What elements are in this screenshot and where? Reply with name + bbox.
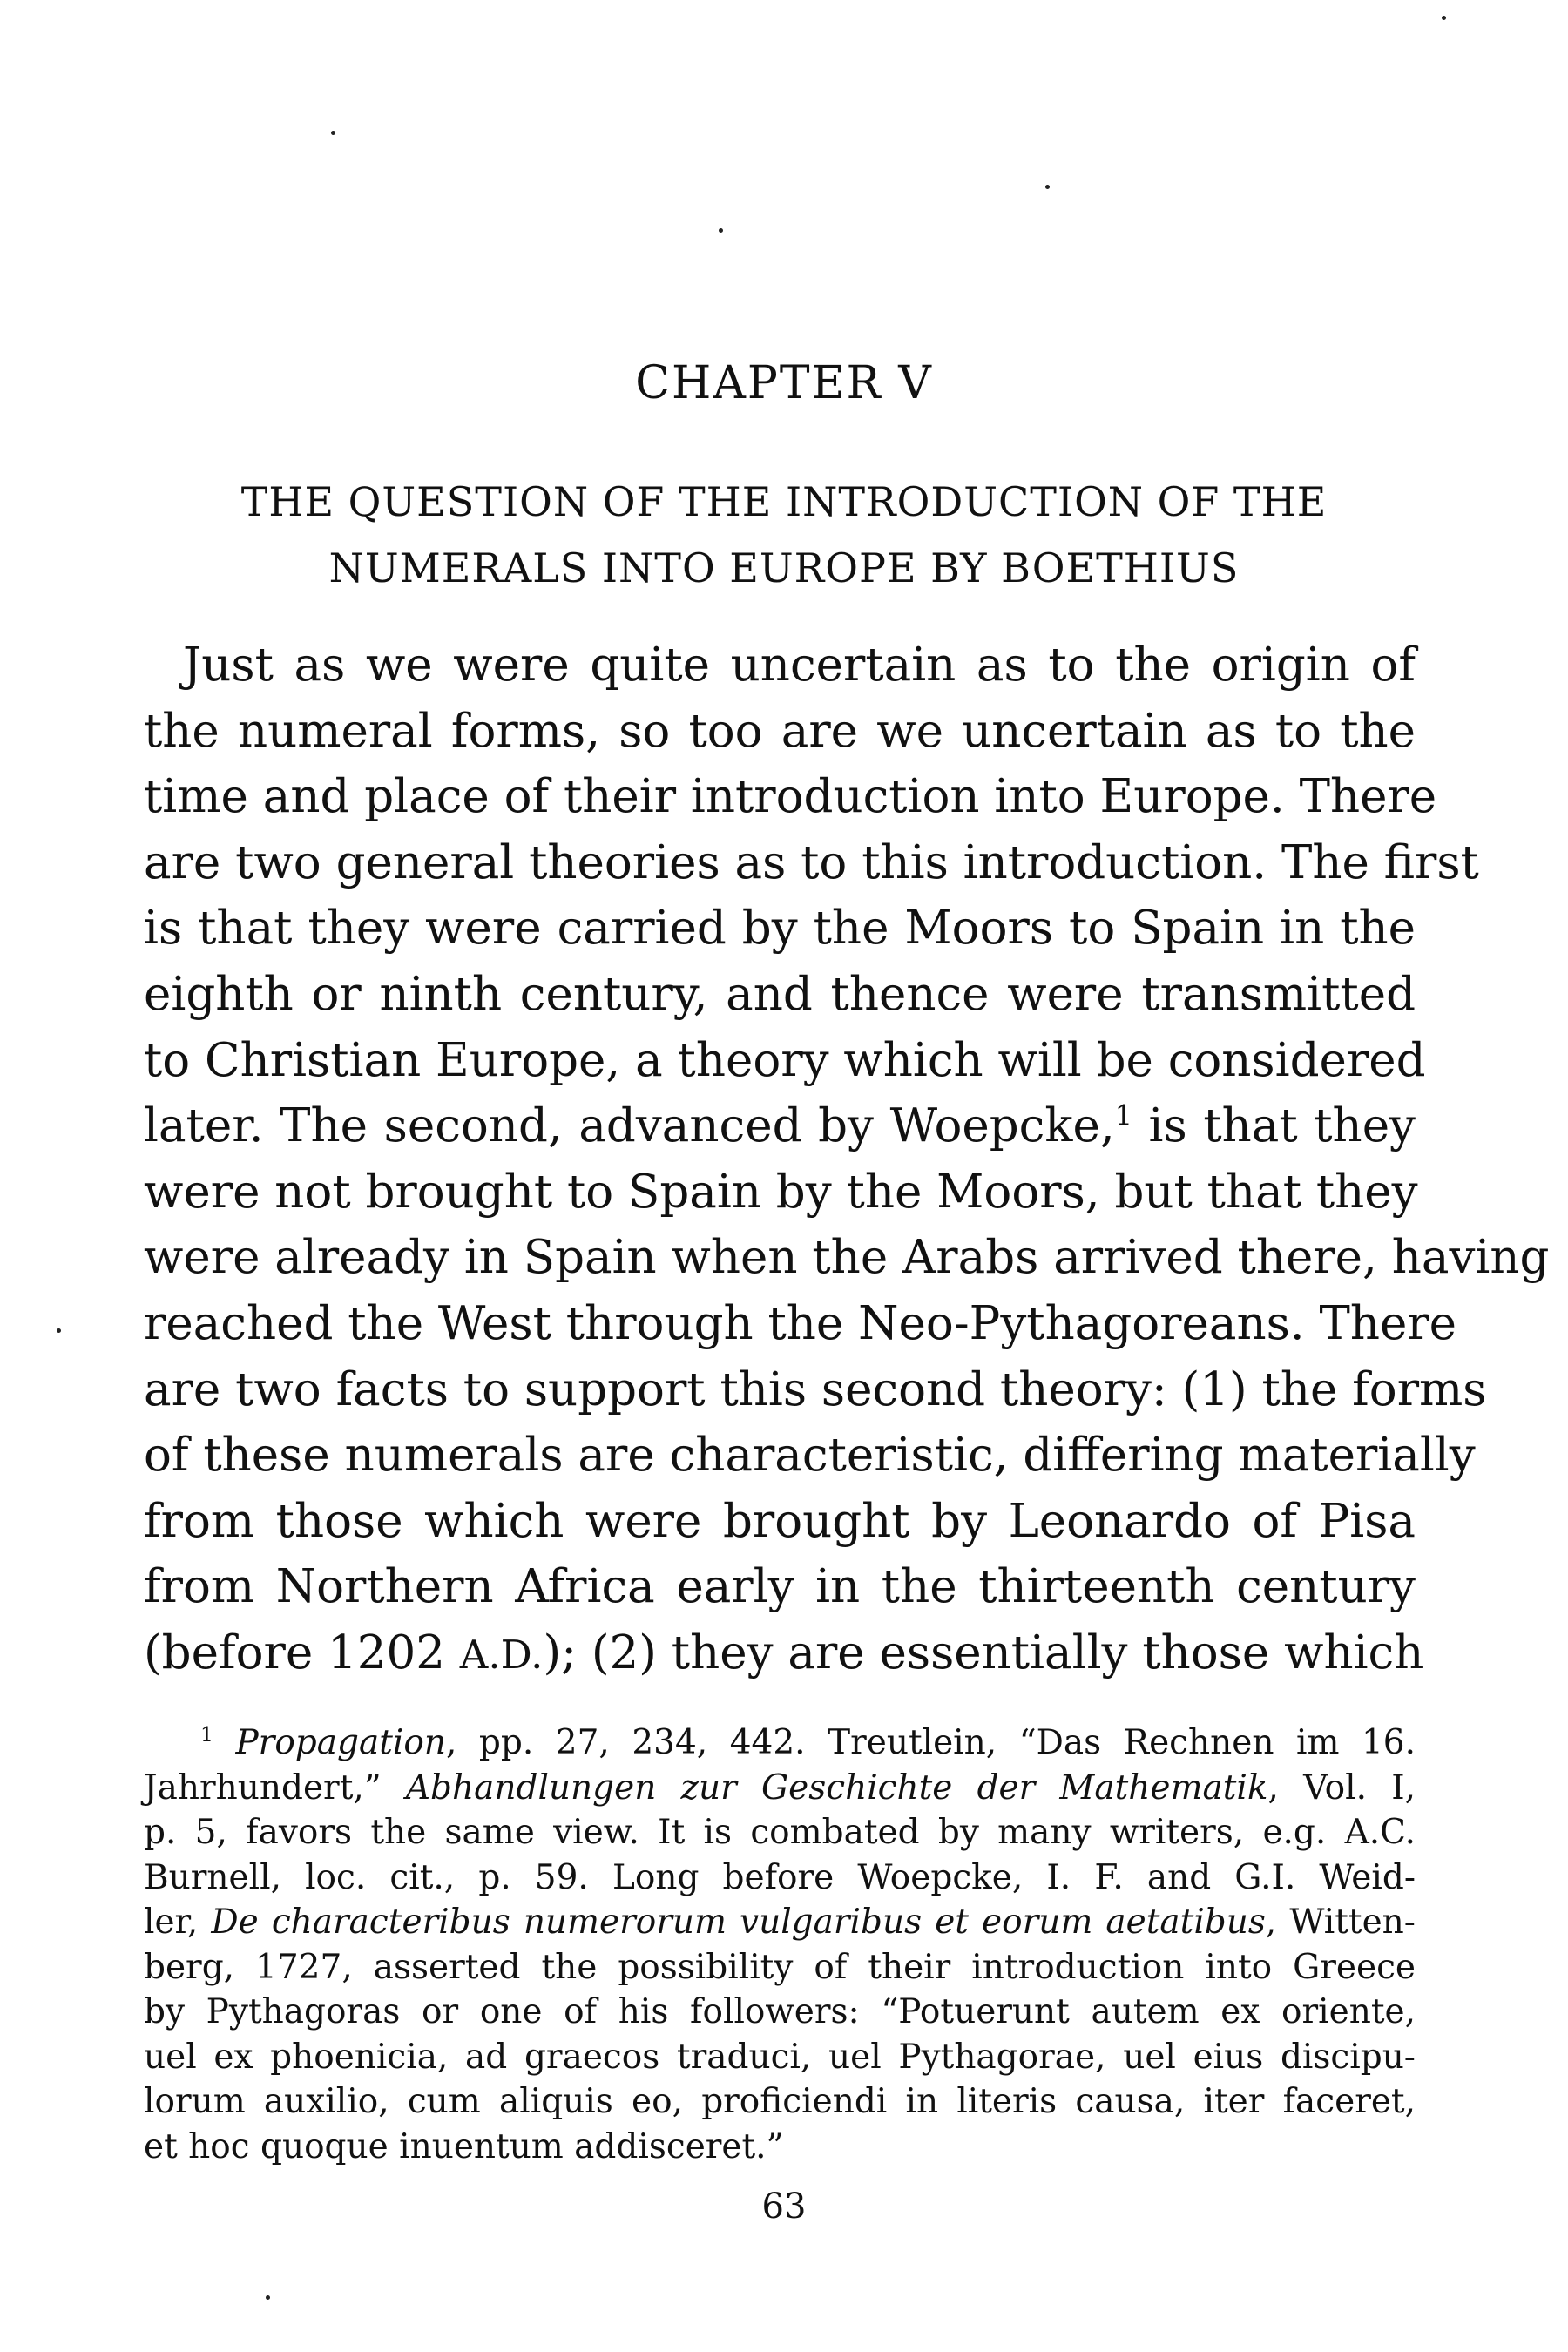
footnote-line: lorum auxilio, cum aliquis eo, proficiendi in literis causa, iter faceret, bbox=[144, 2082, 1416, 2121]
body-line-text: (before 1202 bbox=[144, 1625, 445, 1680]
footnote-line: et hoc quoque inuentum addisceret.” bbox=[144, 2126, 784, 2166]
body-line: Just as we were quite uncertain as to the origin of bbox=[183, 639, 1416, 692]
footnote-text: , Witten- bbox=[1265, 1903, 1416, 1942]
footnote-line bbox=[144, 1900, 1416, 1945]
footnote-text: ler, bbox=[144, 1903, 212, 1942]
body-line-text: is that they bbox=[1132, 1099, 1416, 1153]
scan-speck bbox=[1045, 185, 1050, 189]
footnote-line: Burnell, loc. cit., p. 59. Long before Woepcke, I. F. and G.I. Weid- bbox=[144, 1857, 1416, 1897]
chapter-title bbox=[131, 469, 1437, 601]
page-number: 63 bbox=[761, 2186, 807, 2227]
scan-speck bbox=[1442, 16, 1446, 20]
body-line: of these numerals are characteristic, differing materially bbox=[144, 1429, 1476, 1483]
footnote-text: , pp. 27, 234, 442. Treutlein, “Das Rechnen im 16. bbox=[445, 1723, 1416, 1762]
body-line-text: later. The second, advanced by Woepcke, bbox=[144, 1099, 1115, 1153]
scan-speck bbox=[266, 2295, 270, 2300]
footnote-line: berg, 1727, asserted the possibility of their introduction into Greece bbox=[144, 1947, 1416, 1987]
chapter-title-line: THE QUESTION OF THE INTRODUCTION OF THE bbox=[240, 478, 1328, 525]
body-line: the numeral forms, so too are we uncertain as to the bbox=[144, 704, 1416, 758]
body-line: time and place of their introduction into Europe. There bbox=[144, 770, 1437, 824]
scan-speck bbox=[719, 228, 723, 233]
footnote-reference[interactable]: 1 bbox=[1114, 1099, 1132, 1132]
body-line bbox=[144, 1093, 1416, 1159]
footnote-line: p. 5, favors the same view. It is combated by many writers, e.g. A.C. bbox=[144, 1813, 1416, 1852]
footnote-line bbox=[144, 1720, 1416, 1766]
body-line: eighth or ninth century, and thence were transmitted bbox=[144, 967, 1416, 1021]
chapter-title-line: NUMERALS INTO EUROPE BY BOETHIUS bbox=[328, 544, 1240, 591]
footnote-title: Abhandlungen zur Geschichte der Mathematik bbox=[405, 1767, 1268, 1808]
footnote-line: by Pythagoras or one of his followers: “Potuerunt autem ex oriente, bbox=[144, 1992, 1416, 2031]
body-paragraph bbox=[144, 632, 1550, 1688]
footnote-title: Propagation bbox=[235, 1723, 446, 1762]
chapter-number: CHAPTER V bbox=[635, 357, 933, 409]
body-line: are two facts to support this second theory: (1) the forms bbox=[144, 1362, 1487, 1416]
footnote-line bbox=[144, 1766, 1416, 1811]
body-line-text: ); (2) they are essentially those which bbox=[543, 1625, 1424, 1680]
footnote-text: Jahrhundert,” bbox=[144, 1767, 406, 1808]
footnote-text: , Vol. I, bbox=[1267, 1767, 1416, 1808]
body-line: is that they were carried by the Moors to Spain in the bbox=[144, 902, 1416, 956]
scan-speck bbox=[57, 1328, 61, 1333]
body-line: from those which were brought by Leonardo of Pisa bbox=[144, 1494, 1416, 1548]
era-abbreviation: A.D. bbox=[459, 1631, 544, 1678]
footnote-line: uel ex phoenicia, ad graecos traduci, uel Pythagorae, uel eius discipu- bbox=[144, 2037, 1416, 2077]
body-line: from Northern Africa early in the thirteenth century bbox=[144, 1560, 1416, 1614]
body-line: were already in Spain when the Arabs arrived there, having bbox=[144, 1231, 1550, 1285]
footnote bbox=[144, 1720, 1416, 2169]
body-line: are two general theories as to this introduction. The first bbox=[144, 835, 1479, 889]
body-line: were not brought to Spain by the Moors, but that they bbox=[144, 1165, 1418, 1219]
scan-speck bbox=[331, 131, 335, 135]
footnote-title: De characteribus numerorum vulgaribus et eorum aetatibus bbox=[211, 1903, 1266, 1942]
body-line: to Christian Europe, a theory which will be considered bbox=[144, 1033, 1426, 1087]
body-line: reached the West through the Neo-Pythagoreans. There bbox=[144, 1296, 1457, 1350]
body-line bbox=[144, 1620, 1424, 1688]
footnote-marker: 1 bbox=[200, 1722, 213, 1747]
